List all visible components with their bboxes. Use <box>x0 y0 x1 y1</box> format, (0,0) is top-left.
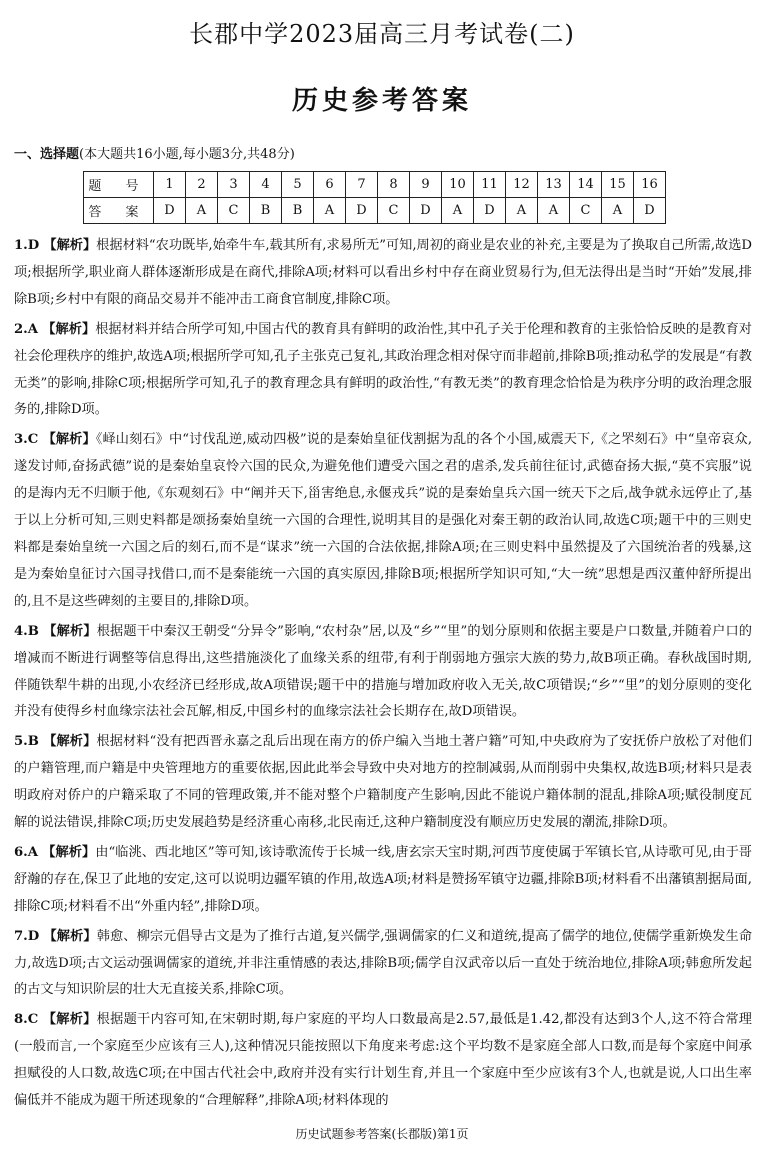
answer-cell: A <box>186 198 218 224</box>
section-label: 一、选择题 <box>14 147 80 162</box>
analysis-tag: 【解析】 <box>43 734 97 750</box>
question-answer-label: 7.D <box>14 928 40 944</box>
answer-table <box>83 171 666 224</box>
question-number-cell: 4 <box>250 172 282 198</box>
question-answer-label: 8.C <box>14 1012 39 1028</box>
analysis-tag: 【解析】 <box>43 928 97 944</box>
answer-cell: C <box>378 198 410 224</box>
explanation-item <box>14 840 752 921</box>
question-number-cell: 13 <box>538 172 570 198</box>
answer-cell: D <box>346 198 378 224</box>
question-answer-label: 5.B <box>14 734 39 750</box>
question-number-cell: 7 <box>346 172 378 198</box>
answer-cell: A <box>602 198 634 224</box>
question-number-cell: 14 <box>570 172 602 198</box>
answer-cell: C <box>218 198 250 224</box>
explanation-text: 根据题干中秦汉王朝受“分异令”影响,“农村杂”居,以及“乡”“里”的划分原则和依据主要是户口数量,并随着户口的增减而不断进行调整等信息得出,这些措施淡化了血缘关系的纽带,有利于削弱地方强宗大族的势力,故B项正确。春秋战国时期,伴随铁犁牛耕的出现,小农经济已经形成,故A项错误;题干中的措施与增加政府收入无关,故C项错误;“乡”“里”的划分原则的变化并没有使得乡村血缘宗法社会瓦解,相反,中国乡村的血缘宗法社会长期存在,故D项错误。 <box>14 623 752 720</box>
answer-key-title: 历史参考答案 <box>291 86 472 116</box>
answer-cell: A <box>538 198 570 224</box>
section-heading <box>14 143 295 162</box>
explanation-item <box>14 1007 752 1115</box>
question-answer-label: 4.B <box>14 623 39 639</box>
section-note: (本大题共16小题,每小题3分,共48分) <box>79 147 295 162</box>
explanation-text: 由“临洮、西北地区”等可知,该诗歌流传于长城一线,唐玄宗天宝时期,河西节度使属于军镇长官,从诗歌可见,由于哥舒瀚的存在,保卫了此地的安定,这可以说明边疆军镇的作用,故选A项;材料是赞扬军镇守边疆,排除B项;材料看不出藩镇割据局面,排除C项;材料看不出“外重内轻”,排除D项。 <box>14 844 752 914</box>
explanation-text: 根据材料“农功既毕,始牵牛车,载其所有,求易所无”可知,周初的商业是农业的补充,主要是为了换取自己所需,故选D项;根据所学,职业商人群体逐渐形成是在商代,排除A项;材料可以看出乡村中存在商业贸易行为,但无法得出是当时“开始”发展,排除B项;乡村中有限的商品交易并不能冲击工商食官制度,排除C项。 <box>14 238 752 307</box>
question-number-cell: 2 <box>186 172 218 198</box>
answer-cell: B <box>282 198 314 224</box>
explanation-item <box>14 619 752 727</box>
analysis-tag: 【解析】 <box>43 623 97 639</box>
answer-cell: D <box>410 198 442 224</box>
question-answer-label: 6.A <box>14 844 38 860</box>
question-number-cell: 11 <box>474 172 506 198</box>
question-number-cell: 1 <box>154 172 186 198</box>
question-answer-label: 1.D <box>14 238 40 253</box>
question-answer-label: 2.A <box>14 321 38 337</box>
question-number-cell: 6 <box>314 172 346 198</box>
answer-cell: C <box>570 198 602 224</box>
explanation-text: 《峄山刻石》中“讨伐乱逆,威动四极”说的是秦始皇征伐割据为乱的各个小国,威震天下,《之罘刻石》中“皇帝哀众,遂发讨师,奋扬武德”说的是秦始皇哀怜六国的民众,为避免他们遭受六国之君的虐杀,发兵前往征讨,武德奋扬大振,“莫不宾服”说的是海内无不归顺于他,《东观刻石》中“阐并天下,甾害绝息,永偃戎兵”说的是秦始皇兵六国一统天下之后,战争就永远停止了,基于以上分析可知,三则史料都是颂扬秦始皇统一六国的合理性,说明其目的是强化对秦王朝的政治认同,故选C项;题干中的三则史料都是秦始皇统一六国之后的刻石,而不是“谋求”统一六国的合法依据,排除A项;在三则史料中虽然提及了六国统治者的残暴,这是为秦始皇征讨六国寻找借口,而不是秦能统一六国的真实原因,排除B项;根据所学知识可知,“大一统”思想是西汉董仲舒所提出的,且不是这些碑刻的主要目的,排除D项。 <box>14 432 753 609</box>
analysis-tag: 【解析】 <box>42 1012 97 1028</box>
row-header-number: 题 号 <box>84 172 154 198</box>
explanation-item <box>14 729 752 837</box>
exam-title: 长郡中学2023届高三月考试卷(二) <box>189 20 575 48</box>
question-number-cell: 3 <box>218 172 250 198</box>
answer-cell: A <box>442 198 474 224</box>
analysis-tag: 【解析】 <box>42 432 96 448</box>
answer-cell: D <box>634 198 666 224</box>
analysis-tag: 【解析】 <box>42 321 96 337</box>
explanation-item <box>14 427 752 615</box>
explanation-text: 根据材料“没有把西晋永嘉之乱后出现在南方的侨户编入当地土著户籍”可知,中央政府为了安抚侨户放松了对他们的户籍管理,而户籍是中央管理地方的重要依据,因此此举会导致中央对地方的控制减弱,从而削弱中央集权,故选B项;材料只是表明政府对侨户的户籍采取了不同的管理政策,并不能对整个户籍制度产生影响,因此不能说户籍体制的混乱,排除A项;赋役制度瓦解的说法错误,排除C项;历史发展趋势是经济重心南移,北民南迁,这种户籍制度没有顺应历史发展的潮流,排除D项。 <box>14 734 753 831</box>
analysis-tag: 【解析】 <box>43 238 97 253</box>
question-number-cell: 16 <box>634 172 666 198</box>
answer-cell: D <box>474 198 506 224</box>
explanation-list <box>14 233 752 1118</box>
page-footer: 历史试题参考答案(长郡版)第1页 <box>295 1127 469 1141</box>
explanation-text: 根据材料并结合所学可知,中国古代的教育具有鲜明的政治性,其中孔子关于伦理和教育的主张恰恰反映的是教育对社会伦理秩序的维护,故选A项;根据所学可知,孔子主张克己复礼,其政治理念相对保守而非超前,排除B项;推动私学的发展是“有教无类”的影响,排除C项;根据所学可知,孔子的教育理念具有鲜明的政治性,“有教无类”的教育理念恰恰是为秩序分明的政治理念服务的,排除D项。 <box>14 321 752 418</box>
analysis-tag: 【解析】 <box>42 844 96 860</box>
explanation-text: 根据题干内容可知,在宋朝时期,每户家庭的平均人口数最高是2.57,最低是1.42,都没有达到3个人,这不符合常理(一般而言,一个家庭至少应该有三人),这种情况只能按照以下角度来考虑:这个平均数不是家庭全部人口数,而是每个家庭中间承担赋役的人口数,故选C项;在中国古代社会中,政府并没有实行计划生育,并且一个家庭中至少应该有3个人,也就是说,人口出生率偏低并不能成为题干所述现象的“合理解释”,排除A项;材料体现的 <box>14 1012 752 1109</box>
row-header-answer: 答 案 <box>84 198 154 224</box>
answer-row <box>84 198 666 224</box>
question-number-cell: 9 <box>410 172 442 198</box>
question-answer-label: 3.C <box>14 432 39 448</box>
question-number-cell: 5 <box>282 172 314 198</box>
explanation-item <box>14 317 752 425</box>
answer-cell: A <box>506 198 538 224</box>
question-number-cell: 10 <box>442 172 474 198</box>
question-number-cell: 8 <box>378 172 410 198</box>
explanation-item <box>14 924 752 1005</box>
answer-cell: A <box>314 198 346 224</box>
answer-cell: B <box>250 198 282 224</box>
question-number-row <box>84 172 666 198</box>
question-number-cell: 15 <box>602 172 634 198</box>
explanation-item <box>14 233 752 314</box>
question-number-cell: 12 <box>506 172 538 198</box>
explanation-text: 韩愈、柳宗元倡导古文是为了推行古道,复兴儒学,强调儒家的仁义和道统,提高了儒学的地位,使儒学重新焕发生命力,故选D项;古文运动强调儒家的道统,并非注重情感的表达,排除B项;儒学自汉武帝以后一直处于统治地位,排除A项;韩愈所发起的古文与知识阶层的壮大无直接关系,排除C项。 <box>14 928 753 998</box>
answer-cell: D <box>154 198 186 224</box>
